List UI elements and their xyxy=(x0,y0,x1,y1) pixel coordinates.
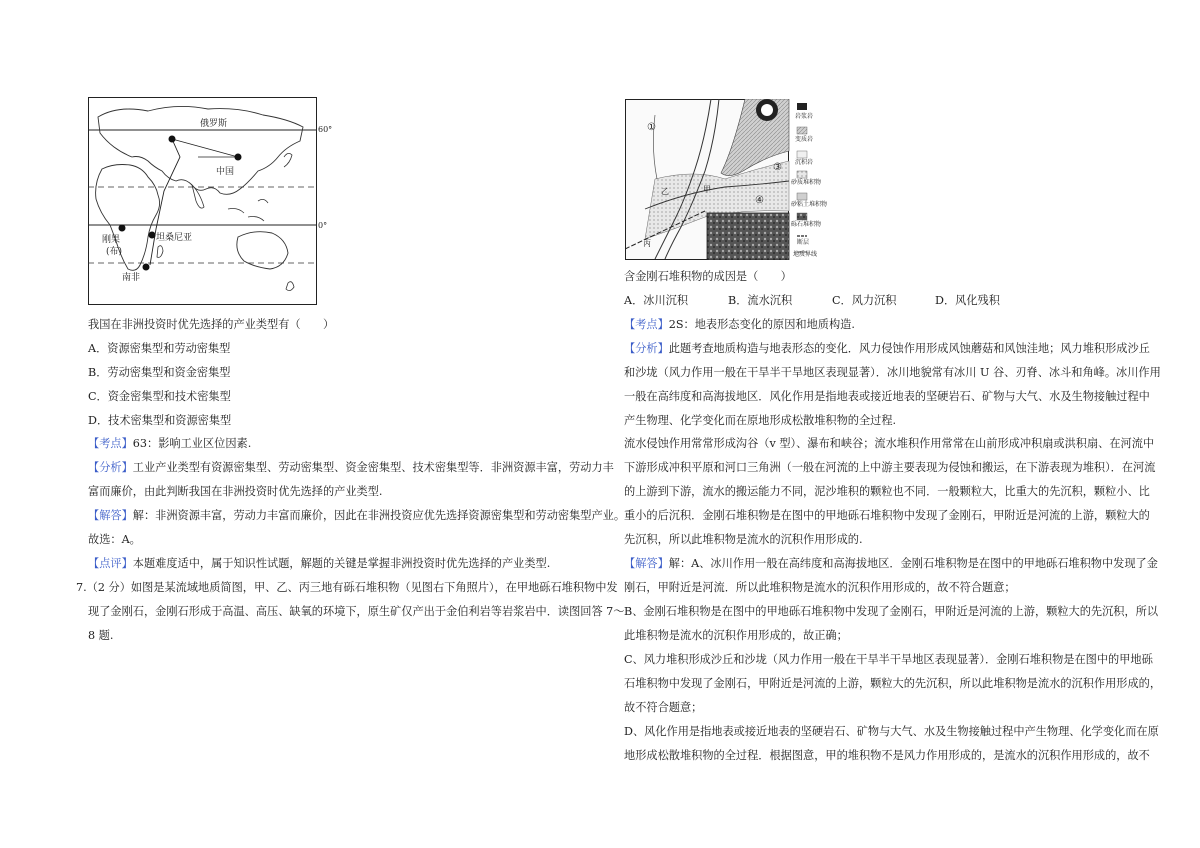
question-7-stem: 含金刚石堆积物的成因是（ ） xyxy=(624,270,792,283)
jieda-line: 故不符合题意； xyxy=(624,701,703,714)
fenxi-line: 一般在高纬度和高海拔地区．风化作用是指地表或接近地表的坚硬岩石、矿物与大气、水及生物接触过程中 xyxy=(624,390,1150,403)
legend-boundary: 地质界线 xyxy=(793,251,818,258)
map-label-lat60: 60° xyxy=(318,125,333,134)
fenxi-tag: 【分析】 xyxy=(88,461,133,474)
map-num-1: ① xyxy=(647,122,656,133)
fenxi-line: 的上游到下游，流水的搬运能力不同，泥沙堆积的颗粒也不同．一般颗粒大，比重大的先沉积，颗粒小、比 xyxy=(624,485,1150,498)
fenxi-tag: 【分析】 xyxy=(624,342,669,355)
world-map-figure xyxy=(88,97,333,305)
option-c: C．资金密集型和技术密集型 xyxy=(88,390,231,403)
legend-metamorphic: 变质岩 xyxy=(795,136,814,143)
jieda-line: 地形成松散堆积物的全过程．根据图意，甲的堆积物不是风力作用形成的，是流水的沉积作用形成的，故不 xyxy=(624,749,1150,762)
map-num-4: ④ xyxy=(755,195,764,206)
fenxi-line: 工业产业类型有资源密集型、劳动密集型、资金密集型、技术密集型等．非洲资源丰富，劳动力丰 xyxy=(132,461,614,474)
question-7-line: 7.（2 分）如图是某流域地质简图，甲、乙、丙三地有砾石堆积物（见图右下角照片），在甲地砾石堆积物中发 xyxy=(76,581,618,594)
question-7-line: 8 题. xyxy=(88,629,114,642)
option-d: D．技术密集型和资源密集型 xyxy=(88,414,232,427)
jieda-line: 故选：A。 xyxy=(88,533,141,546)
legend-sedimentary: 沉积岩 xyxy=(795,159,814,166)
fenxi-line: 下游形成冲积平原和河口三角洲（一般在河流的上中游主要表现为侵蚀和搬运，在下游表现为堆积）．在河流 xyxy=(624,461,1156,474)
legend-magmatic: 岩浆岩 xyxy=(795,113,814,120)
map-label-congo-sub: (布) xyxy=(106,247,123,257)
fenxi-line: 重小的后沉积．金刚石堆积物是在图中的甲地砾石堆积物中发现了金刚石，甲附近是河流的上游，颗粒大的 xyxy=(624,509,1150,522)
map-label-jia: 甲 xyxy=(703,185,711,194)
map-label-yi: 乙 xyxy=(661,187,669,196)
map-label-congo: 刚果 xyxy=(102,235,121,245)
jieda-line: B、金刚石堆积物是在图中的甲地砾石堆积物中发现了金刚石，甲附近是河流的上游，颗粒大的先沉积，所以 xyxy=(624,605,1159,618)
jieda-line: 刚石，甲附近是河流．所以此堆积物是流水的沉积作用形成的，故不符合题意； xyxy=(624,581,1016,594)
jieda-line: C、风力堆积形成沙丘和沙垅（风力作用一般在干旱半干旱地区表现显著）．金刚石堆积物是在图中的甲地砾 xyxy=(624,653,1153,666)
legend-sand: 砂质堆积物 xyxy=(791,179,822,186)
map-label-tanzania: 坦桑尼亚 xyxy=(156,233,193,243)
jieda-tag: 【解答】 xyxy=(88,509,133,522)
map-label-south-africa: 南非 xyxy=(122,273,141,283)
dianping-text: 本题难度适中，属于知识性试题，解题的关键是掌握非洲投资时优先选择的产业类型. xyxy=(132,557,551,570)
map-num-3: ③ xyxy=(773,162,782,173)
option-d: D．风化残积 xyxy=(935,294,1000,307)
kaodian-text: 2S：地表形态变化的原因和地质构造. xyxy=(668,318,855,331)
map-label-russia: 俄罗斯 xyxy=(200,119,228,129)
fenxi-line: 此题考查地质构造与地表形态的变化．风力侵蚀作用形成风蚀蘑菇和风蚀洼地；风力堆积形成沙丘 xyxy=(668,342,1150,355)
fenxi-line: 富而廉价，由此判断我国在非洲投资时优先选择的产业类型. xyxy=(88,485,383,498)
fenxi-line: 和沙垅（风力作用一般在干旱半干旱地区表现显著）．冰川地貌常有冰川 U 谷、刃脊、冰斗和角峰。冰川作用 xyxy=(624,366,1161,379)
option-a: A．冰川沉积 xyxy=(624,294,689,307)
legend-sand-clay: 砂粘土堆积物 xyxy=(791,201,828,208)
kaodian-text: 63：影响工业区位因素. xyxy=(132,437,252,450)
fenxi-line: 流水侵蚀作用常常形成沟谷（v 型）、瀑布和峡谷；流水堆积作用常常在山前形成冲积扇或洪积扇、在河流中 xyxy=(624,437,1155,450)
option-b: B．劳动密集型和资金密集型 xyxy=(88,366,231,379)
geology-map-figure xyxy=(625,99,828,260)
fenxi-line: 产生物理、化学变化而在原地形成松散堆积物的全过程. xyxy=(624,414,897,427)
map-num-2: ② xyxy=(762,105,771,115)
kaodian-tag: 【考点】 xyxy=(88,437,133,450)
map-label-lat0: 0° xyxy=(318,221,328,230)
jieda-line: 解：A、冰川作用一般在高纬度和高海拔地区．金刚石堆积物是在图中的甲地砾石堆积物中发现了金 xyxy=(668,557,1158,570)
option-b: B．流水沉积 xyxy=(728,294,793,307)
jieda-section xyxy=(88,509,625,523)
jieda-line: 石堆积物中发现了金刚石，甲附近是河流的上游，颗粒大的先沉积，所以此堆积物是流水的沉积作用形成的， xyxy=(624,677,1162,690)
kaodian-tag: 【考点】 xyxy=(624,318,669,331)
option-c: C．风力沉积 xyxy=(832,294,897,307)
option-a: A．资源密集型和劳动密集型 xyxy=(88,342,231,355)
dianping-tag: 【点评】 xyxy=(88,557,133,570)
jieda-section xyxy=(624,557,1158,571)
kaodian-section xyxy=(88,437,251,451)
jieda-line: 此堆积物是流水的沉积作用形成的，故正确； xyxy=(624,629,848,642)
kaodian-section xyxy=(624,318,855,332)
map-label-china: 中国 xyxy=(216,167,235,177)
fenxi-line: 先沉积，所以此堆积物是流水的沉积作用形成的. xyxy=(624,533,863,546)
jieda-tag: 【解答】 xyxy=(624,557,669,570)
legend-gravel: 砾石堆积物 xyxy=(791,221,822,228)
fenxi-section xyxy=(624,342,1150,356)
jieda-line: 解：非洲资源丰富，劳动力丰富而廉价，因此在非洲投资应优先选择资源密集型和劳动密集型产业。 xyxy=(132,509,626,522)
question-7-line: 现了金刚石，金刚石形成于高温、高压、缺氧的环境下，原生矿仅产出于金伯利岩等岩浆岩中．读图回答 7～ xyxy=(88,605,625,618)
dianping-section xyxy=(88,557,550,571)
fenxi-section xyxy=(88,461,614,475)
jieda-line: D、风化作用是指地表或接近地表的坚硬岩石、矿物与大气、水及生物接触过程中产生物理、化学变化而在原 xyxy=(624,725,1159,738)
question-6-stem: 我国在非洲投资时优先选择的产业类型有（ ） xyxy=(88,318,335,331)
legend-fault: 断层 xyxy=(797,239,810,246)
map-label-bing: 丙 xyxy=(643,239,651,248)
